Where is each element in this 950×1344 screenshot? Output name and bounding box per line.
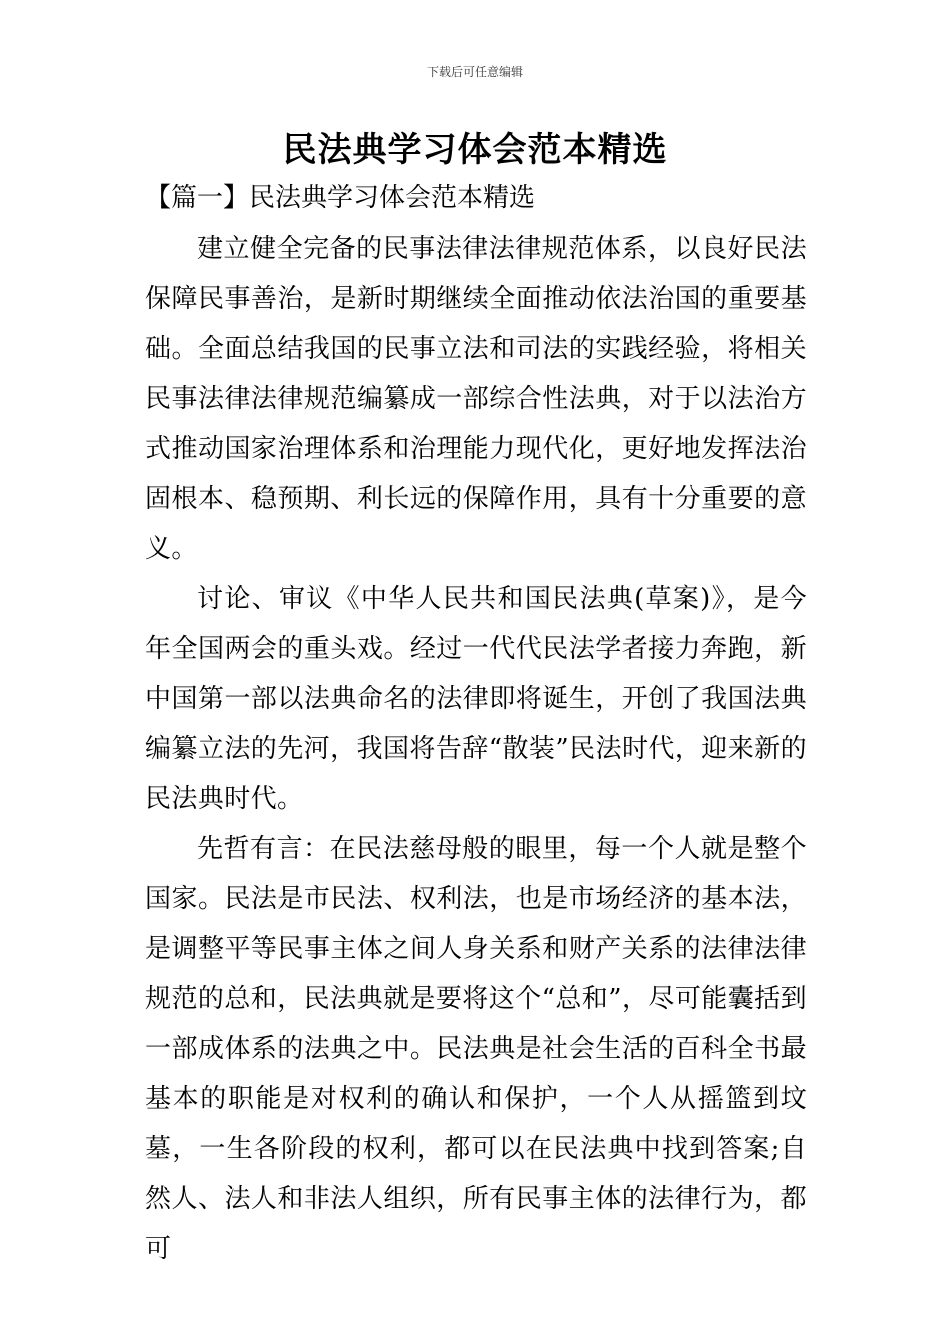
paragraph-1: 建立健全完备的民事法律法律规范体系，以良好民法保障民事善治，是新时期继续全面推动依法治国的重要基础。全面总结我国的民事立法和司法的实践经验，将相关民事法律法律规范编纂成一部综合性法典，对于以法治方式推动国家治理体系和治理能力现代化，更好地发挥法治固根本、稳预期、利长远的保障作用，具有十分重要的意义。 [145,234,807,564]
header-note: 下载后可任意编辑 [426,65,523,79]
document-title: 民法典学习体会范本精选 [282,130,668,170]
paragraph-3: 先哲有言：在民法慈母般的眼里，每一个人就是整个国家。民法是市民法、权利法，也是市场经济的基本法，是调整平等民事主体之间人身关系和财产关系的法律法律规范的总和，民法典就是要将这个“总和”，尽可能囊括到一部成体系的法典之中。民法典是社会生活的百科全书最基本的职能是对权利的确认和保护，一个人从摇篮到坟墓，一生各阶段的权利，都可以在民法典中找到答案;自然人、法人和非法人组织，所有民事主体的法律行为，都可 [145,834,807,1264]
body-text [145,224,807,1274]
section-heading: 【篇一】民法典学习体会范本精选 [145,183,536,213]
paragraph-2: 讨论、审议《中华人民共和国民法典(草案)》，是今年全国两会的重头戏。经过一代代民法学者接力奔跑，新中国第一部以法典命名的法律即将诞生，开创了我国法典编纂立法的先河，我国将告辞“散装”民法时代，迎来新的民法典时代。 [145,584,807,814]
